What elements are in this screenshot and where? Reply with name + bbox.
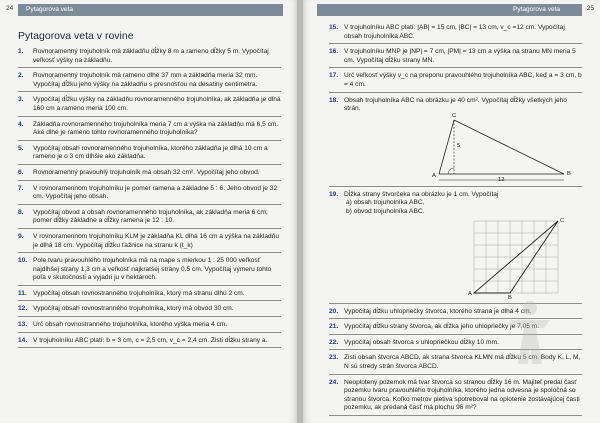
exercise-list [18,48,281,352]
exercise-text: Obsah trojuholníka ABC na obrázku je 40 cm². Vypočítaj dĺžky všetkých jeho strán. [344,96,567,113]
exercise-item [329,97,582,187]
page-number: 25 [586,5,594,12]
exercise-item [18,185,281,205]
exercise-item [18,169,281,181]
exercise-item [18,209,281,229]
vertex-label-a: A [432,172,436,179]
vertex-label-c: C [452,112,457,119]
exercise-item [18,290,281,302]
exercise-number: 24. [329,378,339,386]
exercise-number: 21. [329,323,339,331]
exercise-item [329,24,582,44]
exercise-item [18,121,281,141]
exercise-number: 19. [329,190,339,198]
exercise-text: V trojuholníku ABC platí: |AB| = 15 cm, |BC| = 13 cm, v_c =12 cm. Vypočítaj obsah trojuholníka ABC. [344,24,565,40]
exercise-item [329,191,582,304]
exercise-item [18,337,281,349]
exercise-text: Rovnoramenný trojuholník má ramenо dlhé 37 mm a základňa meria 32 mm. Vypočítaj dĺžku jeho výšky na základňu s presnosťou na desatiny centimetra. [33,72,258,88]
exercise-number: 23. [329,354,339,362]
left-page [0,0,297,423]
exercise-subitem: a) obsah trojuholníka ABC, [346,199,425,207]
exercise-item [329,48,582,68]
exercise-item [18,321,281,333]
exercise-number: 12. [18,305,28,313]
exercise-text: Vypočítaj dĺžku strany štvorca, ak dĺžka jeho uhlopriečky je 7,05 m. [344,323,540,331]
exercise-text: Vypočítaj obsah štvorca s uhlopriečkou dĺžky 10 mm. [344,338,499,346]
exercise-number: 7. [18,184,24,192]
exercise-number: 20. [329,307,339,315]
exercise-item [18,48,281,68]
exercise-text: V trojuholníku ABC platí: b = 3 cm, c = 2,5 cm, v_c = 2,4 cm. Zisti dĺžku strany a. [33,336,268,344]
exercise-text: Rovnoramenný pravouhlý trojuholník má obsah 32 cm². Vypočítaj jeho obvod. [33,168,260,176]
exercise-text: Urč veľkosť výšky v_c na preponu pravouhlého trojuholníka ABC, keď a = 3 cm, b = 4 cm. [344,72,582,88]
angle-mark [448,168,454,174]
side-ac [439,120,454,174]
exercise-number: 5. [18,144,24,152]
section-title: Pytagorova veta v rovine [18,30,134,42]
vertex-label-c: C [560,217,565,224]
exercise-text: Rovnoramenný trojuholník má základňu dĺžky 8 m a ramenо dĺžky 5 m. Vypočítaj veľkosť výšky na základňu. [33,48,269,64]
exercise-number: 3. [18,96,24,104]
exercise-item [18,72,281,92]
header-title: Pytagorova veta [26,6,73,13]
exercise-number: 17. [329,72,339,80]
exercise-number: 16. [329,48,339,56]
exercise-text: Vypočítaj obvod a obsah rovnoramenného trojuholníka, ak základňa meria 6 cm, pomer dĺžky základne a dĺžky ramena je 12 : 10. [33,208,268,225]
exercise-text: Dĺžka strany štvorčeka na obrázku je 1 cm. Vypočítaj [344,190,499,198]
exercise-item [329,379,582,416]
vertex-label-b: B [508,294,512,301]
base-label: 12 [498,176,505,183]
exercise-text: Urč obsah rovnostranného trojuholníka, ktorého výška meria 4 cm. [33,321,228,329]
exercise-number: 15. [329,24,339,31]
exercise-number: 18. [329,96,339,104]
grid-figure [344,217,582,301]
exercise-item [18,145,281,165]
exercise-number: 10. [18,257,28,265]
exercise-text: Vypočítaj dĺžku uhlopriečky štvorca, ktorého strana je dlhá 4 cm. [344,307,532,315]
watermark-logo [500,298,560,368]
exercise-number: 11. [18,289,27,297]
exercise-number: 6. [18,168,24,176]
right-page [303,0,600,423]
exercise-text: Pole tvaru pravouhlého trojuholníka má na mape s mierkou 1 : 25 000 veľkosť najdlhšej strany 1,3 cm a veľkosť najkratšej strany 0,5 cm. Vypočítaj výmeru tohto poľa v skutočnosti a vyjadri ju v hektároch. [33,257,272,282]
exercise-text: V trojuholníku MNP je |NP| = 7 cm, |PM| = 13 cm a výška na stranu MN meria 5 cm. Vypočítaj dĺžku strany MN. [344,48,576,64]
exercise-number: 14. [18,336,28,344]
exercise-text: V rovnoramennom trojuholníku je pomer ramena a základne 5 : 6. Jeho obvod je 32 cm. Vypočítaj jeho obsah. [33,184,278,201]
exercise-text: Neoplotený pozemok má tvar štvorca so stranou dĺžky 16 m. Majiteľ predal časť pozemku tvaru pravouhlého trojuholníka, ktorého jedna odvesna je spoločná so stranou štvorca. Koľko metrov pletiva spotreboval na oplotenie zostávajúcej časti pozemku, ak predaná časť má plochu 96 m²? [344,378,580,412]
side-bc [454,120,564,174]
running-header [18,4,283,16]
exercise-subitem: b) obvod trojuholníka ABC. [346,207,425,215]
exercise-item [18,257,281,286]
header-title: Pytagorova veta [513,6,560,13]
exercise-item [18,305,281,317]
vertex-label-b: B [567,170,571,177]
exercise-number: 1. [18,48,24,55]
exercise-text: Vypočítaj obsah rovnostranného trojuholníka, ktorý má stranu dlhú 2 cm. [33,289,245,297]
side-label: 5 [457,142,461,149]
exercise-text: Vypočítaj obsah rovnostranného trojuholníka, ktorý má obvod 30 cm. [33,305,234,313]
running-header [317,4,582,16]
page-number: 24 [6,5,14,12]
exercise-number: 4. [18,120,24,128]
exercise-item [329,72,582,92]
vertex-label-a: A [468,290,472,297]
exercise-number: 9. [18,232,24,240]
exercise-item [18,96,281,116]
exercise-number: 8. [18,208,24,216]
exercise-item [18,233,281,253]
exercise-text: V rovnoramennom trojuholníku KLM je základňa KL dlhá 16 cm a výška na základňu je dlhá 18 cm. Vypočítaj dĺžku ťažnice na stranu k (t_k) [33,232,280,249]
exercise-text: Zisti obsah štvorca ABCD, ak strana štvorca KLMN má dĺžku 5 cm. Body K, L, M, N sú stredy strán štvorca ABCD. [344,354,581,370]
exercise-text: Vypočítaj obsah rovnoramenného trojuholníka, ktorého základňa je dlhá 10 cm a ramenо je o 3 cm dlhšie ako základňa. [33,144,268,161]
exercise-number: 2. [18,72,24,80]
exercise-number: 22. [329,338,339,346]
triangle-figure [344,114,582,184]
exercise-number: 13. [18,321,28,329]
exercise-text: Základňa rovnoramenného trojuholníka meria 7 cm a výška na základňu má 6,5 cm. Aké dlhé je ramenо tohto rovnoramenného trojuholníka? [33,120,279,137]
exercise-text: Vypočítaj dĺžku výšky na základňu rovnoramenného trojuholníka, ak základňa je dlhá 160 cm a ramenо meria 100 cm. [33,96,281,112]
